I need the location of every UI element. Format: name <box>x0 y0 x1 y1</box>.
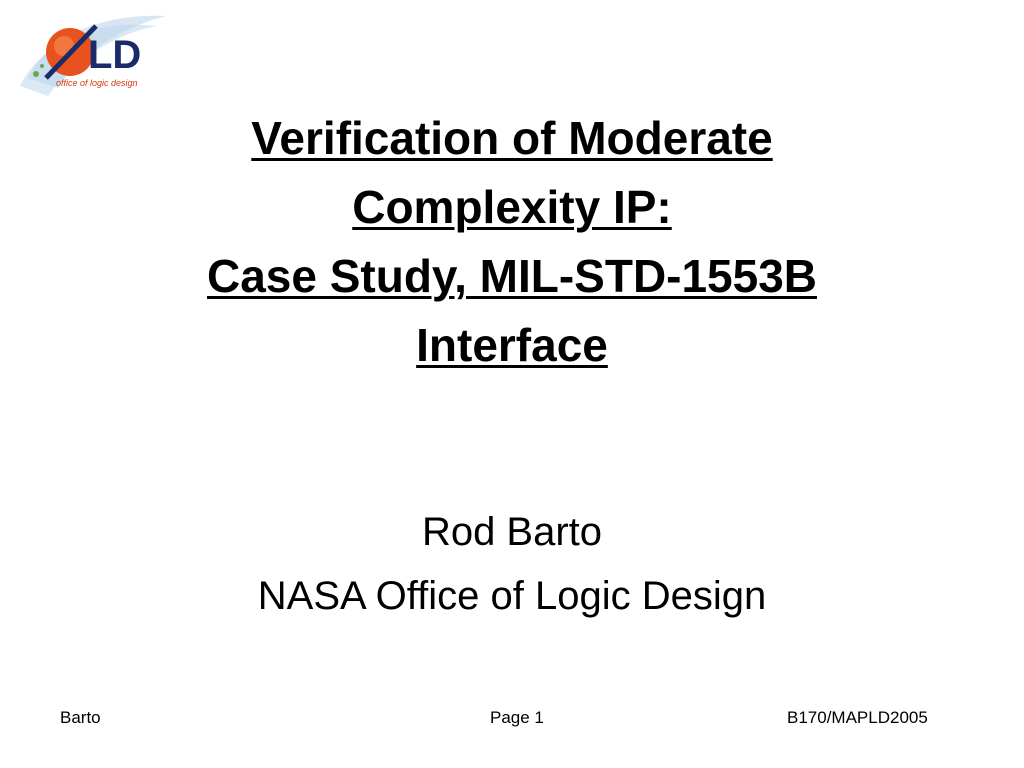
footer-right: B170/MAPLD2005 <box>787 708 928 727</box>
slide-subtitle <box>100 500 924 628</box>
author-organization: NASA Office of Logic Design <box>257 574 767 618</box>
old-logo-icon <box>18 8 168 104</box>
title-line-3: Case Study, MIL-STD-1553B <box>206 250 818 302</box>
slide-title <box>100 104 924 380</box>
svg-text:LD: LD <box>88 33 142 77</box>
title-line-4: Interface <box>416 319 608 371</box>
footer-page-number: Page 1 <box>490 708 544 727</box>
old-logo <box>18 8 168 104</box>
title-line-1: Verification of Moderate <box>251 112 773 164</box>
footer-left: Barto <box>60 708 101 727</box>
title-line-2: Complexity IP: <box>352 181 672 233</box>
author-name: Rod Barto <box>421 510 603 554</box>
logo-tagline: office of logic design <box>56 78 138 88</box>
